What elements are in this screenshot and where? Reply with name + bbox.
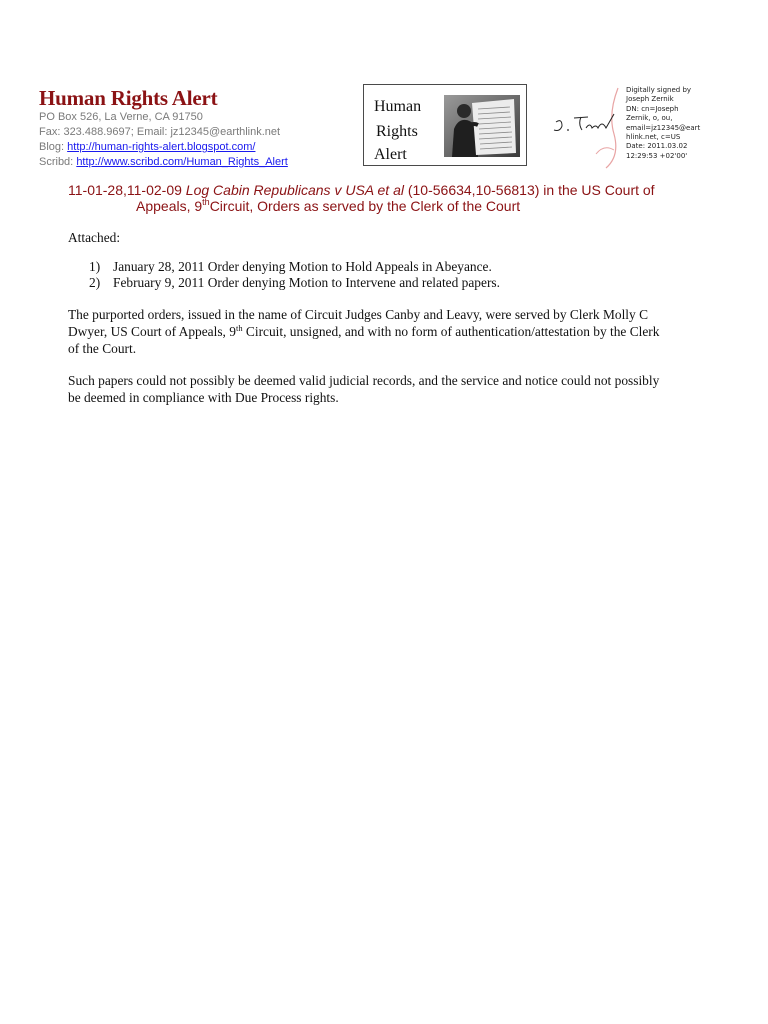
logo-word-alert: Alert bbox=[374, 146, 407, 163]
list-item bbox=[89, 259, 689, 275]
sig-line: email=jz12345@eart bbox=[626, 123, 701, 132]
list-text: January 28, 2011 Order denying Motion to Hold Appeals in Abeyance. bbox=[113, 259, 492, 274]
sig-line: Digitally signed by bbox=[626, 86, 692, 94]
para2-line: be deemed in compliance with Due Process rights. bbox=[68, 390, 339, 405]
attached-label: Attached: bbox=[68, 230, 121, 245]
para1-text: Circuit, unsigned, and with no form of authentication/attestation by the Clerk bbox=[242, 324, 660, 339]
para1-sup: th bbox=[235, 323, 243, 333]
heading-sup: th bbox=[202, 197, 210, 207]
org-title: Human Rights Alert bbox=[39, 86, 218, 110]
heading-dates: 11-01-28,11-02-09 bbox=[68, 182, 182, 198]
sig-line: hlink.net, c=US bbox=[626, 133, 681, 142]
sig-line: Joseph Zernik bbox=[626, 95, 674, 104]
para1-line: The purported orders, issued in the name of Circuit Judges Canby and Leavy, were served by Clerk Molly C bbox=[68, 307, 648, 322]
blog-line bbox=[39, 140, 255, 154]
attachment-list bbox=[89, 259, 689, 290]
paragraph-due-process bbox=[68, 372, 708, 406]
heading-appeals: Appeals, 9 bbox=[136, 198, 203, 214]
scribd-line bbox=[39, 155, 288, 169]
document-heading bbox=[68, 182, 718, 214]
sig-line: DN: cn=Joseph bbox=[626, 104, 679, 113]
sig-line: 12:29:53 +02'00' bbox=[626, 151, 688, 160]
para2-line: Such papers could not possibly be deemed valid judicial records, and the service and notice could not possibly bbox=[68, 373, 660, 388]
list-text: February 9, 2011 Order denying Motion to Intervene and related papers. bbox=[113, 274, 500, 290]
list-number: 2) bbox=[89, 274, 101, 290]
blog-link[interactable]: http://human-rights-alert.blogspot.com/ bbox=[67, 141, 256, 153]
heading-case-name: Log Cabin Republicans v USA et al bbox=[185, 182, 404, 198]
address-line: PO Box 526, La Verne, CA 91750 bbox=[39, 111, 203, 123]
heading-circuit: Circuit, Orders as served by the Clerk of the Court bbox=[209, 198, 521, 214]
sig-line: Date: 2011.03.02 bbox=[626, 142, 688, 151]
scribd-link[interactable]: http://www.scribd.com/Human_Rights_Alert bbox=[76, 156, 288, 168]
logo-word-rights: Rights bbox=[376, 123, 418, 140]
list-number: 1) bbox=[89, 259, 101, 274]
digital-signature-text bbox=[626, 86, 716, 161]
logo-photo-image bbox=[444, 95, 520, 157]
para1-text: Dwyer, US Court of Appeals, 9 bbox=[68, 324, 236, 339]
sig-line: Zernik, o, ou, bbox=[626, 114, 673, 123]
fax-email-line: Fax: 323.488.9697; Email: jz12345@earthlink.net bbox=[39, 126, 281, 138]
logo-word-human: Human bbox=[374, 98, 422, 115]
scribd-label: Scribd: bbox=[39, 156, 74, 168]
heading-line-2 bbox=[68, 198, 718, 214]
heading-case-numbers: (10-56634,10-56813) in the US Court of bbox=[407, 182, 655, 198]
list-item bbox=[89, 275, 689, 291]
org-logo bbox=[363, 84, 527, 166]
paragraph-orders bbox=[68, 306, 708, 357]
heading-line-1 bbox=[68, 182, 718, 198]
signature-graphic bbox=[548, 84, 628, 170]
blog-label: Blog: bbox=[39, 141, 65, 153]
para1-line: of the Court. bbox=[68, 341, 137, 356]
para1-line bbox=[68, 323, 708, 340]
